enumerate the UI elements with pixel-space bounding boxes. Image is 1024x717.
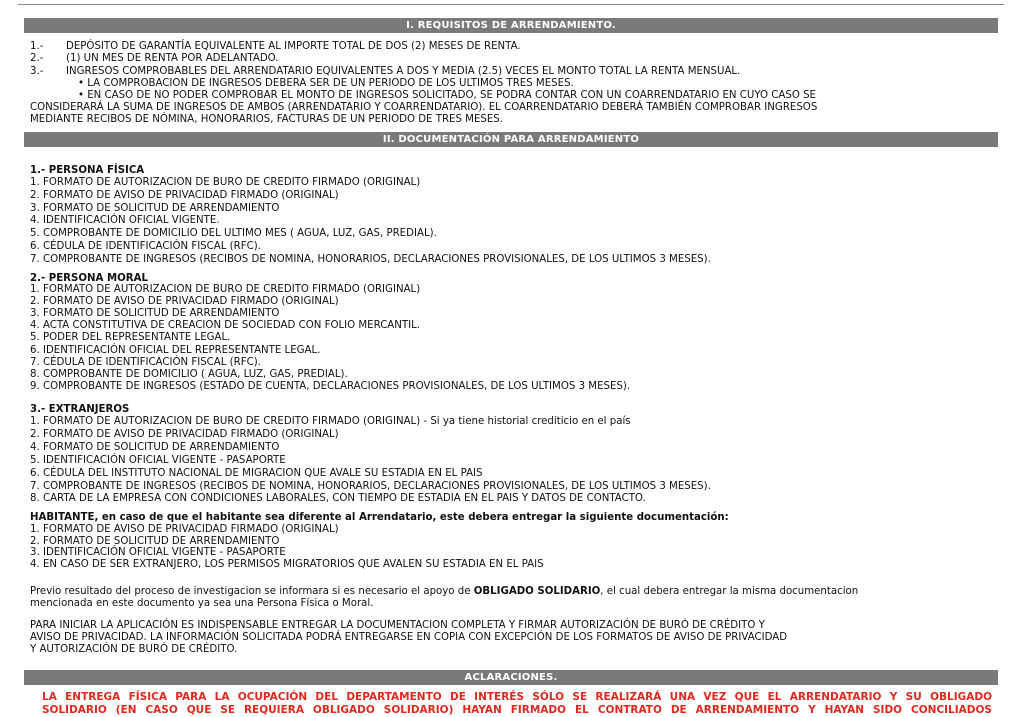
fisica-item: 2. FORMATO DE AVISO DE PRIVACIDAD FIRMADO (ORIGINAL) bbox=[30, 189, 339, 201]
moral-item: 1. FORMATO DE AUTORIZACION DE BURO DE CREDITO FIRMADO (ORIGINAL) bbox=[30, 284, 421, 295]
obligado-post: , el cual debera entregar la misma documentacion bbox=[600, 586, 859, 597]
fisica-item: 3. FORMATO DE SOLICITUD DE ARRENDAMIENTO bbox=[30, 202, 280, 214]
fisica-item: 4. IDENTIFICACIÓN OFICIAL VIGENTE. bbox=[30, 215, 220, 227]
requisito-3-text: INGRESOS COMPROBABLES DEL ARRENDATARIO EQUIVALENTES A DOS Y MEDIA (2.5) VECES EL MONTO TOTAL LA RENTA MENSUAL. bbox=[66, 66, 741, 77]
requisito-2 bbox=[30, 54, 279, 65]
fisica-item: 7. COMPROBANTE DE INGRESOS (RECIBOS DE NOMINA, HONORARIOS, DECLARACIONES PROVISIONALES, DE LOS ULTIMOS 3 MESES). bbox=[30, 253, 711, 265]
obligado-bold: OBLIGADO SOLIDARIO bbox=[473, 586, 601, 597]
habitante-item: 4. EN CASO DE SER EXTRANJERO, LOS PERMISOS MIGRATORIOS QUE AVALEN SU ESTADIA EN EL PAIS bbox=[30, 558, 544, 570]
section-title-documentacion: II. DOCUMENTACIÓN PARA ARRENDAMIENTO bbox=[24, 132, 998, 147]
moral-item: 9. COMPROBANTE DE INGRESOS (ESTADO DE CUENTA, DECLARACIONES PROVISIONALES, DE LOS ULTIMOS 3 MESES). bbox=[30, 380, 631, 392]
heading-persona-moral: 2.- PERSONA MORAL bbox=[30, 273, 148, 284]
requisito-1 bbox=[30, 42, 521, 53]
heading-extranjeros: 3.- EXTRANJEROS bbox=[30, 404, 130, 415]
moral-item: 3. FORMATO DE SOLICITUD DE ARRENDAMIENTO bbox=[30, 308, 280, 320]
requisito-bullet-2: • EN CASO DE NO PODER COMPROBAR EL MONTO DE INGRESOS SOLICITADO, SE PODRA CONTAR CON UN COARRENDATARIO EN CUYO CASO SE bbox=[78, 90, 816, 101]
obligado-line-2: mencionada en este documento ya sea una Persona Física o Moral. bbox=[30, 598, 374, 609]
moral-item: 2. FORMATO DE AVISO DE PRIVACIDAD FIRMADO (ORIGINAL) bbox=[30, 296, 339, 308]
section-title-aclaraciones: ACLARACIONES. bbox=[24, 670, 998, 685]
requisito-1-num: 1.- bbox=[30, 41, 44, 52]
extranjeros-item: 2. FORMATO DE AVISO DE PRIVACIDAD FIRMADO (ORIGINAL) bbox=[30, 428, 339, 440]
moral-item: 5. PODER DEL REPRESENTANTE LEGAL. bbox=[30, 332, 231, 344]
habitante-item: 3. IDENTIFICACIÓN OFICIAL VIGENTE - PASAPORTE bbox=[30, 547, 286, 558]
extranjeros-item: 4. FORMATO DE SOLICITUD DE ARRENDAMIENTO bbox=[30, 441, 280, 453]
habitante-item: 2. FORMATO DE SOLICITUD DE ARRENDAMIENTO bbox=[30, 535, 280, 547]
section-title-requisitos: I. REQUISITOS DE ARRENDAMIENTO. bbox=[24, 18, 998, 33]
extranjeros-item: 8. CARTA DE LA EMPRESA CON CONDICIONES LABORALES, CON TIEMPO DE ESTADIA EN EL PAIS Y DATOS DE CONTACTO. bbox=[30, 493, 646, 505]
moral-item: 4. ACTA CONSTITUTIVA DE CREACION DE SOCIEDAD CON FOLIO MERCANTIL. bbox=[30, 320, 421, 332]
fisica-item: 5. COMPROBANTE DE DOMICILIO DEL ULTIMO MES ( AGUA, LUZ, GAS, PREDIAL). bbox=[30, 228, 437, 240]
obligado-pre: Previo resultado del proceso de investigacion se informara si es necesario el apoyo de bbox=[30, 586, 474, 597]
requisito-2-num: 2.- bbox=[30, 53, 44, 64]
obligado-solidario-paragraph bbox=[30, 587, 858, 598]
aclaraciones-line-1: LA ENTREGA FÍSICA PARA LA OCUPACIÓN DEL DEPARTAMENTO DE INTERÉS SÓLO SE REALIZARÁ UNA VEZ QUE EL ARRENDATARIO Y SU OBLIGADO bbox=[42, 691, 992, 703]
requisito-3 bbox=[30, 67, 740, 78]
requisito-bullet-2-cont: CONSIDERARÁ LA SUMA DE INGRESOS DE AMBOS (ARRENDATARIO Y COARRENDATARIO). EL COARRENDATARIO DEBERÁ TAMBIÉN COMPROBAR INGRESOS bbox=[30, 102, 818, 113]
requisito-2-text: (1) UN MES DE RENTA POR ADELANTADO. bbox=[66, 53, 279, 64]
aplicacion-line-2: AVISO DE PRIVACIDAD. LA INFORMACIÓN SOLICITADA PODRÁ ENTREGARSE EN COPIA CON EXCEPCIÓN DE LOS FORMATOS DE AVISO DE PRIVACIDAD bbox=[30, 632, 788, 643]
moral-item: 7. CÉDULA DE IDENTIFICACIÓN FISCAL (RFC). bbox=[30, 356, 261, 368]
aclaraciones-line-2: SOLIDARIO (EN CASO QUE SE REQUIERA OBLIGADO SOLIDARIO) HAYAN FIRMADO EL CONTRATO DE ARRENDAMIENTO Y HAYAN SIDO CONCILIADOS bbox=[42, 704, 992, 716]
extranjeros-item: 7. COMPROBANTE DE INGRESOS (RECIBOS DE NOMINA, HONORARIOS, DECLARACIONES PROVISIONALES, DE LOS ULTIMOS 3 MESES). bbox=[30, 480, 711, 492]
moral-item: 6. IDENTIFICACIÓN OFICIAL DEL REPRESENTANTE LEGAL. bbox=[30, 344, 321, 356]
habitante-item: 1. FORMATO DE AVISO DE PRIVACIDAD FIRMADO (ORIGINAL) bbox=[30, 524, 339, 535]
aplicacion-line-1: PARA INICIAR LA APLICACIÓN ES INDISPENSABLE ENTREGAR LA DOCUMENTACION COMPLETA Y FIRMAR AUTORIZACIÓN DE BURÓ DE CRÉDITO Y bbox=[30, 620, 765, 631]
top-rule bbox=[18, 4, 1004, 5]
document-page bbox=[18, 0, 1014, 716]
fisica-item: 6. CÉDULA DE IDENTIFICACIÓN FISCAL (RFC). bbox=[30, 241, 261, 252]
heading-persona-fisica: 1.- PERSONA FÍSICA bbox=[30, 165, 145, 176]
fisica-item: 1. FORMATO DE AUTORIZACION DE BURO DE CREDITO FIRMADO (ORIGINAL) bbox=[30, 177, 421, 188]
requisito-bullet-2-end: MEDIANTE RECIBOS DE NÓMINA, HONORARIOS, FACTURAS DE UN PERIODO DE TRES MESES. bbox=[30, 114, 504, 125]
aplicacion-line-3: Y AUTORIZACIÓN DE BURÓ DE CRÉDITO. bbox=[30, 644, 238, 655]
moral-item: 8. COMPROBANTE DE DOMICILIO ( AGUA, LUZ, GAS, PREDIAL). bbox=[30, 368, 348, 380]
requisito-3-num: 3.- bbox=[30, 66, 44, 77]
requisito-1-text: DEPÓSITO DE GARANTÍA EQUIVALENTE AL IMPORTE TOTAL DE DOS (2) MESES DE RENTA. bbox=[66, 41, 521, 52]
requisito-bullet-1: • LA COMPROBACION DE INGRESOS DEBERA SER DE UN PERIODO DE LOS ULTIMOS TRES MESES. bbox=[78, 78, 574, 89]
extranjeros-item: 6. CÉDULA DEL INSTITUTO NACIONAL DE MIGRACION QUE AVALE SU ESTADIA EN EL PAIS bbox=[30, 467, 483, 479]
extranjeros-item: 1. FORMATO DE AUTORIZACION DE BURO DE CREDITO FIRMADO (ORIGINAL) - Si ya tiene historial crediticio en el país bbox=[30, 416, 631, 427]
extranjeros-item: 5. IDENTIFICACIÓN OFICIAL VIGENTE - PASAPORTE bbox=[30, 454, 286, 466]
heading-habitante: HABITANTE, en caso de que el habitante sea diferente al Arrendatario, este debera entregar la siguiente documentación: bbox=[30, 512, 729, 523]
